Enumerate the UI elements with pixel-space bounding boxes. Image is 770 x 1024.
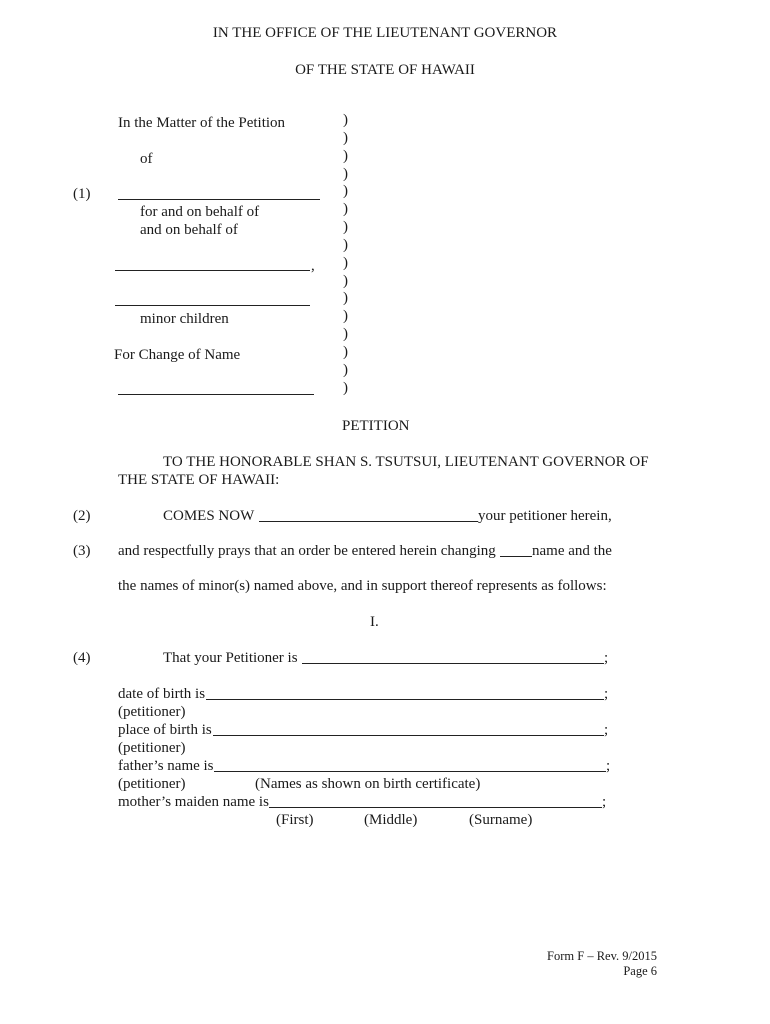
section-heading: I. (370, 614, 379, 630)
first-label: (First) (276, 812, 314, 828)
paren: ) (343, 236, 348, 253)
form-revision: Form F – Rev. 9/2015 (547, 949, 657, 963)
item-number-1: (1) (73, 186, 91, 202)
middle-label: (Middle) (364, 812, 418, 828)
caption-matter: In the Matter of the Petition (118, 115, 286, 131)
mother-line[interactable] (269, 807, 602, 808)
paren: ) (343, 343, 348, 360)
semicolon: ; (604, 722, 609, 738)
paren: ) (343, 112, 348, 128)
paren: ) (343, 147, 348, 164)
petitioner-note: (petitioner) (118, 776, 186, 792)
item-number-3: (3) (73, 543, 91, 559)
paren: ) (343, 165, 348, 182)
paren: ) (343, 129, 348, 146)
item-number-2: (2) (73, 508, 91, 524)
address-line-1: TO THE HONORABLE SHAN S. TSUTSUI, LIEUTENANT GOVERNOR OF (163, 454, 649, 470)
caption-of: of (140, 151, 153, 167)
caption-bottom-line[interactable] (118, 394, 314, 395)
names-of-minors-line: the names of minor(s) named above, and in support thereof represents as follows: (118, 578, 607, 594)
dob-label: date of birth is (118, 686, 206, 702)
names-note: (Names as shown on birth certificate) (255, 776, 481, 792)
paren: ) (343, 308, 348, 325)
caption-parentheses (343, 112, 355, 398)
header-line-2: OF THE STATE OF HAWAII (295, 62, 475, 78)
surname-label: (Surname) (469, 812, 533, 828)
paren: ) (343, 219, 348, 236)
petitioner-note: (petitioner) (118, 740, 186, 756)
prays-label: and respectfully prays that an order be entered herein changing (118, 543, 496, 559)
pob-label: place of birth is (118, 722, 212, 738)
pronoun-blank-line[interactable] (500, 556, 532, 557)
semicolon: ; (604, 686, 609, 702)
caption-behalf-1: for and on behalf of (140, 204, 260, 220)
paren: ) (343, 290, 348, 307)
paren: ) (343, 254, 348, 271)
paren: ) (343, 361, 348, 378)
paren: ) (343, 379, 348, 396)
caption-minor-children: minor children (140, 311, 229, 327)
semicolon: ; (602, 794, 607, 810)
minor-children-name-line[interactable] (115, 305, 310, 306)
address-line-2: THE STATE OF HAWAII: (118, 472, 280, 488)
petitioner-note: (petitioner) (118, 704, 186, 720)
petition-title: PETITION (342, 418, 410, 434)
semicolon: ; (606, 758, 611, 774)
pob-line[interactable] (213, 735, 604, 736)
paren: ) (343, 201, 348, 218)
dob-line[interactable] (206, 699, 604, 700)
caption-behalf-2: and on behalf of (140, 222, 238, 238)
petitioner-herein-label: your petitioner herein, (478, 508, 612, 524)
spouse-name-line[interactable] (115, 270, 310, 271)
mother-label: mother’s maiden name is (118, 794, 269, 810)
caption-comma: , (311, 258, 315, 274)
semicolon: ; (604, 650, 609, 666)
caption-change-of-name: For Change of Name (114, 347, 241, 363)
header-line-1: IN THE OFFICE OF THE LIEUTENANT GOVERNOR (212, 25, 558, 41)
page-number: Page 6 (623, 964, 657, 978)
father-label: father’s name is (118, 758, 214, 774)
item-number-4: (4) (73, 650, 91, 666)
petitioner-name-line[interactable] (118, 199, 320, 200)
name-and-the-label: name and the (532, 543, 612, 559)
paren: ) (343, 326, 348, 343)
petitioner-is-label: That your Petitioner is (163, 650, 298, 666)
comes-now-label: COMES NOW (163, 508, 255, 524)
father-line[interactable] (214, 771, 606, 772)
paren: ) (343, 272, 348, 289)
comes-now-name-line[interactable] (259, 521, 478, 522)
petitioner-is-line[interactable] (302, 663, 604, 664)
paren: ) (343, 183, 348, 200)
